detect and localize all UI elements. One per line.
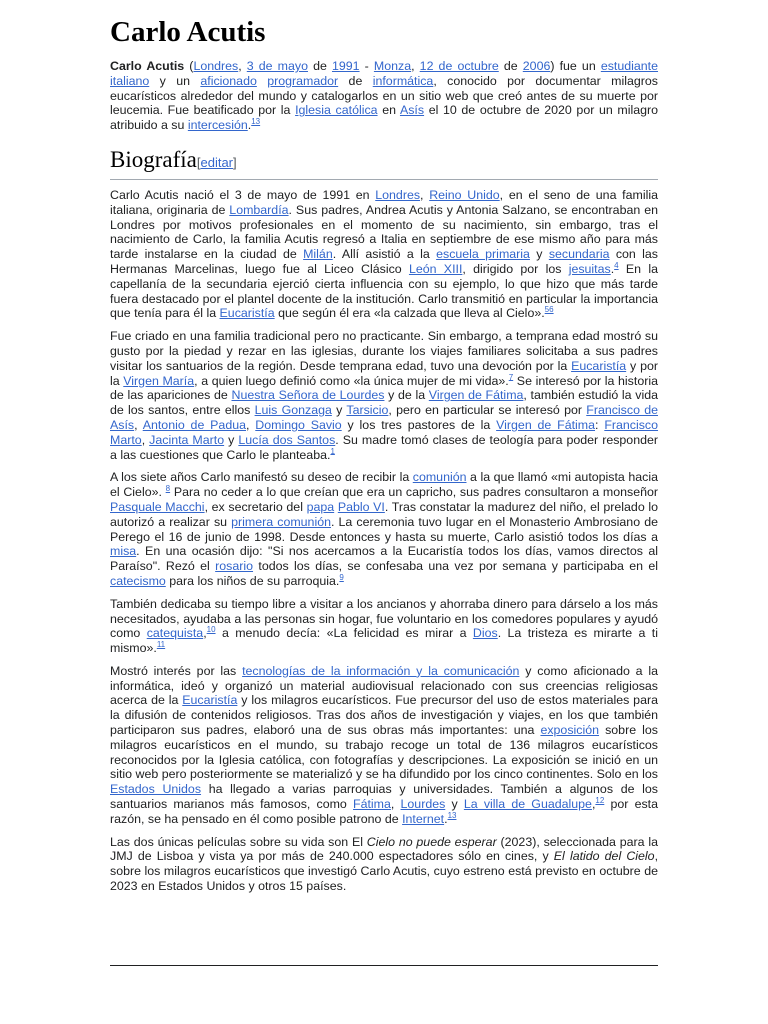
link-antonio-padua[interactable]: Antonio de Padua xyxy=(142,417,246,432)
link-reino-unido[interactable]: Reino Unido xyxy=(429,187,500,202)
link-lourdes[interactable]: Nuestra Señora de Lourdes xyxy=(231,388,385,403)
link-virgen-fatima-2[interactable]: Virgen de Fátima xyxy=(496,417,596,432)
link-primera-comunion[interactable]: primera comunión xyxy=(231,514,331,529)
film-title-1: Cielo no puede esperar xyxy=(366,834,497,849)
link-birth-year[interactable]: 1991 xyxy=(331,59,360,73)
link-pasquale-macchi[interactable]: Pasquale Macchi xyxy=(110,499,205,514)
film-title-2b: latido del Cielo xyxy=(569,849,655,864)
link-papa[interactable]: papa xyxy=(306,499,335,514)
link-francisco-marto[interactable]: Francisco Marto xyxy=(110,417,659,447)
link-lucia-dos-santos[interactable]: Lucía dos Santos xyxy=(238,432,336,447)
link-fatima[interactable]: Fátima xyxy=(353,797,391,812)
link-luis-gonzaga[interactable]: Luis Gonzaga xyxy=(254,403,332,418)
reference-13b[interactable]: 13 xyxy=(447,810,457,820)
link-domingo-savio[interactable]: Domingo Savio xyxy=(255,417,342,432)
link-eucaristia[interactable]: Eucaristía xyxy=(219,306,275,321)
link-estados-unidos[interactable]: Estados Unidos xyxy=(110,782,202,797)
link-death-year[interactable]: 2006 xyxy=(522,59,551,73)
reference-12[interactable]: 12 xyxy=(595,795,605,805)
reference-9[interactable]: 9 xyxy=(339,572,344,582)
link-virgen-fatima[interactable]: Virgen de Fátima xyxy=(428,388,524,403)
link-jesuitas[interactable]: jesuitas xyxy=(568,261,611,276)
link-asis[interactable]: Asís xyxy=(399,103,425,118)
reference-13[interactable]: 13 xyxy=(251,117,261,127)
link-jacinta-marto[interactable]: Jacinta Marto xyxy=(149,432,225,447)
link-catequista[interactable]: catequista xyxy=(146,626,204,641)
link-italiano[interactable]: italiano xyxy=(110,73,150,88)
reference-11[interactable]: 11 xyxy=(156,639,166,649)
section-heading-biografia xyxy=(110,146,658,180)
link-catecismo[interactable]: catecismo xyxy=(110,573,166,588)
link-rosario[interactable]: rosario xyxy=(215,559,254,574)
link-tic[interactable]: tecnologías de la información y la comunicación xyxy=(242,663,520,678)
reference-8[interactable]: 8 xyxy=(165,484,171,493)
subject-name: Carlo Acutis xyxy=(110,59,185,73)
link-internet[interactable]: Internet xyxy=(402,811,445,826)
link-misa[interactable]: misa xyxy=(110,544,137,559)
link-exposicion[interactable]: exposición xyxy=(540,723,600,738)
paragraph-3: A los siete años Carlo manifestó su deseo de recibir la comunión a la que llamó «mi autopista hacia el Cielo». $^8$ Para no ceder a lo que creían que era un capricho, sus padres consultaron a monseñor Pasquale Macchi, ex secretario del papa Pablo VI. Tras constatar la madurez del niño, el prelado lo autorizó a realizar su primera comunión. La ceremonia tuvo lugar en el Monasterio Ambrosiano de Perego el 16 de junio de 1998. Desde entonces y hasta su muerte, Carlo asistió todos los días a misa. En una ocasión dijo: "Si nos acercamos a la Eucaristía todos los días, vamos directos al Paraíso". Rezó el rosario todos los días, se confesaba una vez por semana y participaba en el catecismo para los niños de su parroquia.$^9$ xyxy=(110,470,658,588)
link-milan[interactable]: Milán xyxy=(303,247,333,262)
link-programador[interactable]: programador xyxy=(267,73,339,88)
link-leon-xiii[interactable]: León XIII xyxy=(408,261,463,276)
link-iglesia-catolica[interactable]: Iglesia católica xyxy=(295,103,378,118)
paragraph-2: Fue criado en una familia tradicional pero no practicante. Sin embargo, a temprana edad mostró su gusto por la piedad y rezar en las iglesias, durante los viajes familiares solicitaba a sus padres visitar los santuarios de la región. Desde temprana edad, tuvo una devoción por la Eucaristía y por la Virgen María, a quien luego definió como «la única mujer de mi vida».$^7$ Se interesó por la historia de las apariciones de Nuestra Señora de Lourdes y de la Virgen de Fátima, también estudió la vida de los santos, entre ellos Luis Gonzaga y Tarsicio, pero en particular se interesó por Francisco de Asís, Antonio de Padua, Domingo Savio y los tres pastores de la Virgen de Fátima: Francisco Marto, Jacinta Marto y Lucía dos Santos. Su madre tomó clases de teología para poder responder a las cuestiones que Carlo le planteaba.$^1$ xyxy=(110,329,659,462)
footer-divider xyxy=(110,965,658,966)
paragraph-6: Las dos únicas películas sobre su vida son El Cielo no puede esperar (2023), seleccionada para la JMJ de Lisboa y vista ya por más de 240.000 espectadores sólo en cines, y El latido del Cielo, sobre los milagros eucarísticos que investigó Carlo Acutis, cuyo estreno está previsto en octubre de 2023 en Estados Unidos y otros 15 países. xyxy=(110,834,659,894)
link-aficionado[interactable]: aficionado xyxy=(200,73,257,88)
paragraph-1: Carlo Acutis nació el 3 de mayo de 1991 en Londres, Reino Unido, en el seno de una familia italiana, originaria de Lombardía. Sus padres, Andrea Acutis y Antonia Salzano, se encontraban en Londres por motivos profesionales en el momento de su nacimiento, sin embargo, tras el nacimiento de Carlo, la familia Acutis regresó a Italia en septiembre de ese mismo año para más tarde instalarse en la ciudad de Milán. Allí asistió a la escuela primaria y secundaria con las Hermanas Marcelinas, luego fue al Liceo Clásico León XIII, dirigido por los jesuitas.$^4$ En la capellanía de la secundaria ejerció cierta influencia con su ejemplo, lo que hizo que más tarde fuera destacado por el plantel docente de la institución. Carlo transmitió en particular la importancia que tenía para él la Eucaristía que según él era «la calzada que lleva al Cielo».$^{56}$ xyxy=(110,187,658,321)
link-death-date[interactable]: 12 de octubre xyxy=(419,59,499,73)
link-monza[interactable]: Monza xyxy=(373,59,412,73)
edit-link[interactable]: editar xyxy=(200,154,234,170)
link-guadalupe[interactable]: La villa de Guadalupe xyxy=(463,797,592,812)
paragraph-5: Mostró interés por las tecnologías de la información y la comunicación y como aficionado a la informática, ideó y organizó un material audiovisual relacionado con sus creencias religiosas acerca de la Eucaristía y los milagros eucarísticos. Fue precursor del uso de estos materiales para la difusión de contenidos religiosos. Tras dos años de investigación y viajes, en los que también participaron sus padres, elaboró una de sus obras más importantes: una exposición sobre los milagros eucarísticos en el mundo, su trabajo recoge un total de 136 milagros eucarísticos reconocidos por la Iglesia católica, con fotografías y descripciones. La exposición se inició en un sitio web pero posteriormente se materializó y se ha difundido por los cinco continentes. Solo en los Estados Unidos ha llegado a varias parroquias y universidades. También a algunos de los santuarios marianos más famosos, como Fátima, Lourdes y La villa de Guadalupe,$^{12}$ por esta razón, se ha pensado en él como posible patrono de Internet.$^{13}$ xyxy=(110,663,659,826)
link-estudiante[interactable]: estudiante xyxy=(600,59,659,73)
link-escuela-primaria[interactable]: escuela primaria xyxy=(436,247,530,262)
film-title-2a: El xyxy=(553,849,565,864)
reference-56[interactable]: 56 xyxy=(544,305,554,315)
link-francisco-asis[interactable]: Francisco de Asís xyxy=(110,403,658,432)
reference-7[interactable]: 7 xyxy=(508,372,514,382)
link-secundaria[interactable]: secundaria xyxy=(548,247,610,262)
link-lombardia[interactable]: Lombardía xyxy=(229,202,289,217)
link-londres[interactable]: Londres xyxy=(193,59,239,73)
link-intercesion[interactable]: intercesión xyxy=(187,118,248,133)
link-lourdes-2[interactable]: Lourdes xyxy=(400,797,446,812)
reference-4[interactable]: 4 xyxy=(614,260,619,270)
section-title: Biografía xyxy=(110,146,197,172)
intro-paragraph: Carlo Acutis (Londres, 3 de mayo de 1991 - Monza, 12 de octubre de 2006) fue un estudiante italiano y un aficionado programador de informática, conocido por documentar milagros eucarísticos alrededor del mundo y catalogarlos en un sitio web que creó antes de su muerte por leucemia. Fue beatificado por la Iglesia católica en Asís el 10 de octubre de 2020 por un milagro atribuido a su intercesión.$^{13}$ xyxy=(110,59,659,133)
link-tarsicio[interactable]: Tarsicio xyxy=(346,403,389,418)
link-informatica[interactable]: informática xyxy=(372,73,434,88)
reference-10[interactable]: 10 xyxy=(206,625,216,635)
link-londres-2[interactable]: Londres xyxy=(375,187,421,202)
link-birth-date[interactable]: 3 de mayo xyxy=(246,59,308,73)
link-dios[interactable]: Dios xyxy=(472,626,498,641)
link-virgen-maria[interactable]: Virgen María xyxy=(123,373,195,388)
link-comunion[interactable]: comunión xyxy=(412,470,467,485)
link-eucaristia-3[interactable]: Eucaristía xyxy=(182,693,238,708)
link-eucaristia-2[interactable]: Eucaristía xyxy=(571,358,627,373)
link-pablo-vi[interactable]: Pablo VI xyxy=(337,499,385,514)
page-title: Carlo Acutis xyxy=(110,16,266,48)
paragraph-4: También dedicaba su tiempo libre a visitar a los ancianos y ahorraba dinero para dárselo a los más necesitados, ayudaba a las personas sin hogar, fue voluntario en los comedores populares y ayudó como catequista,$^{10}$ a menudo decía: «La felicidad es mirar a Dios. La tristeza es mirarte a ti mismo».$^{11}$ xyxy=(110,596,658,656)
edit-section: [editar] xyxy=(196,154,237,170)
reference-1[interactable]: 1 xyxy=(330,446,335,456)
